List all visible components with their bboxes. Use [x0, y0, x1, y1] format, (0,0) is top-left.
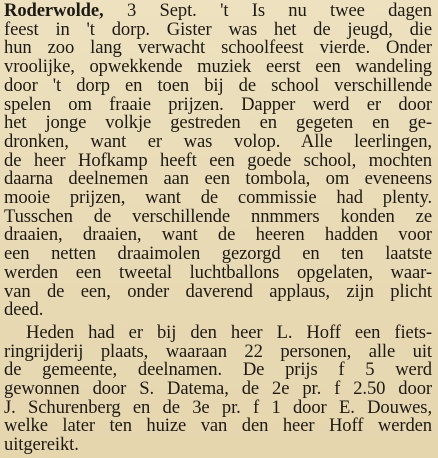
- paragraph-1-line-16: van de een, onder daverend applaus, zijn plicht: [4, 280, 432, 302]
- paragraph-2-line-7: uitgereikt.: [4, 434, 79, 456]
- paragraph-2-line-1: Heden had er bij den heer L. Hoff een fiets-: [26, 321, 432, 343]
- paragraph-1-line-3: hun zoo lang verwacht schoolfeest vierde. Onder: [4, 37, 432, 59]
- paragraph-2-line-5: J. Schurenberg en de 3e pr. f 1 door E. Douwes,: [4, 396, 432, 418]
- paragraph-1-line-1: [4, 2, 432, 21]
- paragraph-1-line-4: vroolijke, opwekkende muziek eerst een wandeling: [4, 56, 432, 78]
- paragraph-2-line-3: de gemeente, deelnamen. De prijs f 5 werd: [4, 359, 432, 381]
- paragraph-1-line-12: Tusschen de verschillende nnmmers konden ze: [4, 205, 432, 227]
- paragraph-1-line-6: spelen om fraaie prijzen. Dapper werd er door: [4, 93, 432, 115]
- paragraph-1-line-1-text: 3 Sept. 't Is nu twee dagen: [126, 0, 432, 21]
- paragraph-1-line-9: de heer Hofkamp heeft een goede school, mochten: [4, 149, 432, 171]
- paragraph-1-line-7: het jonge volkje gestreden en gegeten en ge-: [4, 112, 432, 134]
- paragraph-1-line-8: dronken, want er was volop. Alle leerlingen,: [4, 130, 432, 152]
- paragraph-2-line-4: gewonnen door S. Datema, de 2e pr. f 2.50 door: [4, 378, 432, 399]
- paragraph-1-line-11: mooie prijzen, want de commissie had plenty.: [4, 187, 432, 208]
- paragraph-2-line-2: ringrijderij plaats, waaraan 22 personen, alle uit: [4, 340, 432, 362]
- paragraph-1-line-17: deed.: [4, 299, 44, 321]
- paragraph-1-line-2: feest in 't dorp. Gister was het de jeugd, die: [4, 18, 432, 40]
- dateline: Roderwolde,: [4, 0, 104, 21]
- paragraph-2-line-6: welke later ten huize van den heer Hoff werden: [4, 415, 432, 437]
- paragraph-1-line-15: werden een tweetal luchtballons opgelaten, waar-: [4, 261, 432, 283]
- paragraph-1-line-10: daarna deelnemen aan een tombola, om eveneens: [4, 168, 432, 190]
- paragraph-1-line-13: draaien, draaien, want de heeren hadden voor: [4, 224, 432, 246]
- paragraph-1-line-5: door 't dorp en toen bij de school verschillende: [4, 74, 432, 96]
- paragraph-1-line-14: een netten draaimolen gezorgd en ten laatste: [4, 243, 432, 265]
